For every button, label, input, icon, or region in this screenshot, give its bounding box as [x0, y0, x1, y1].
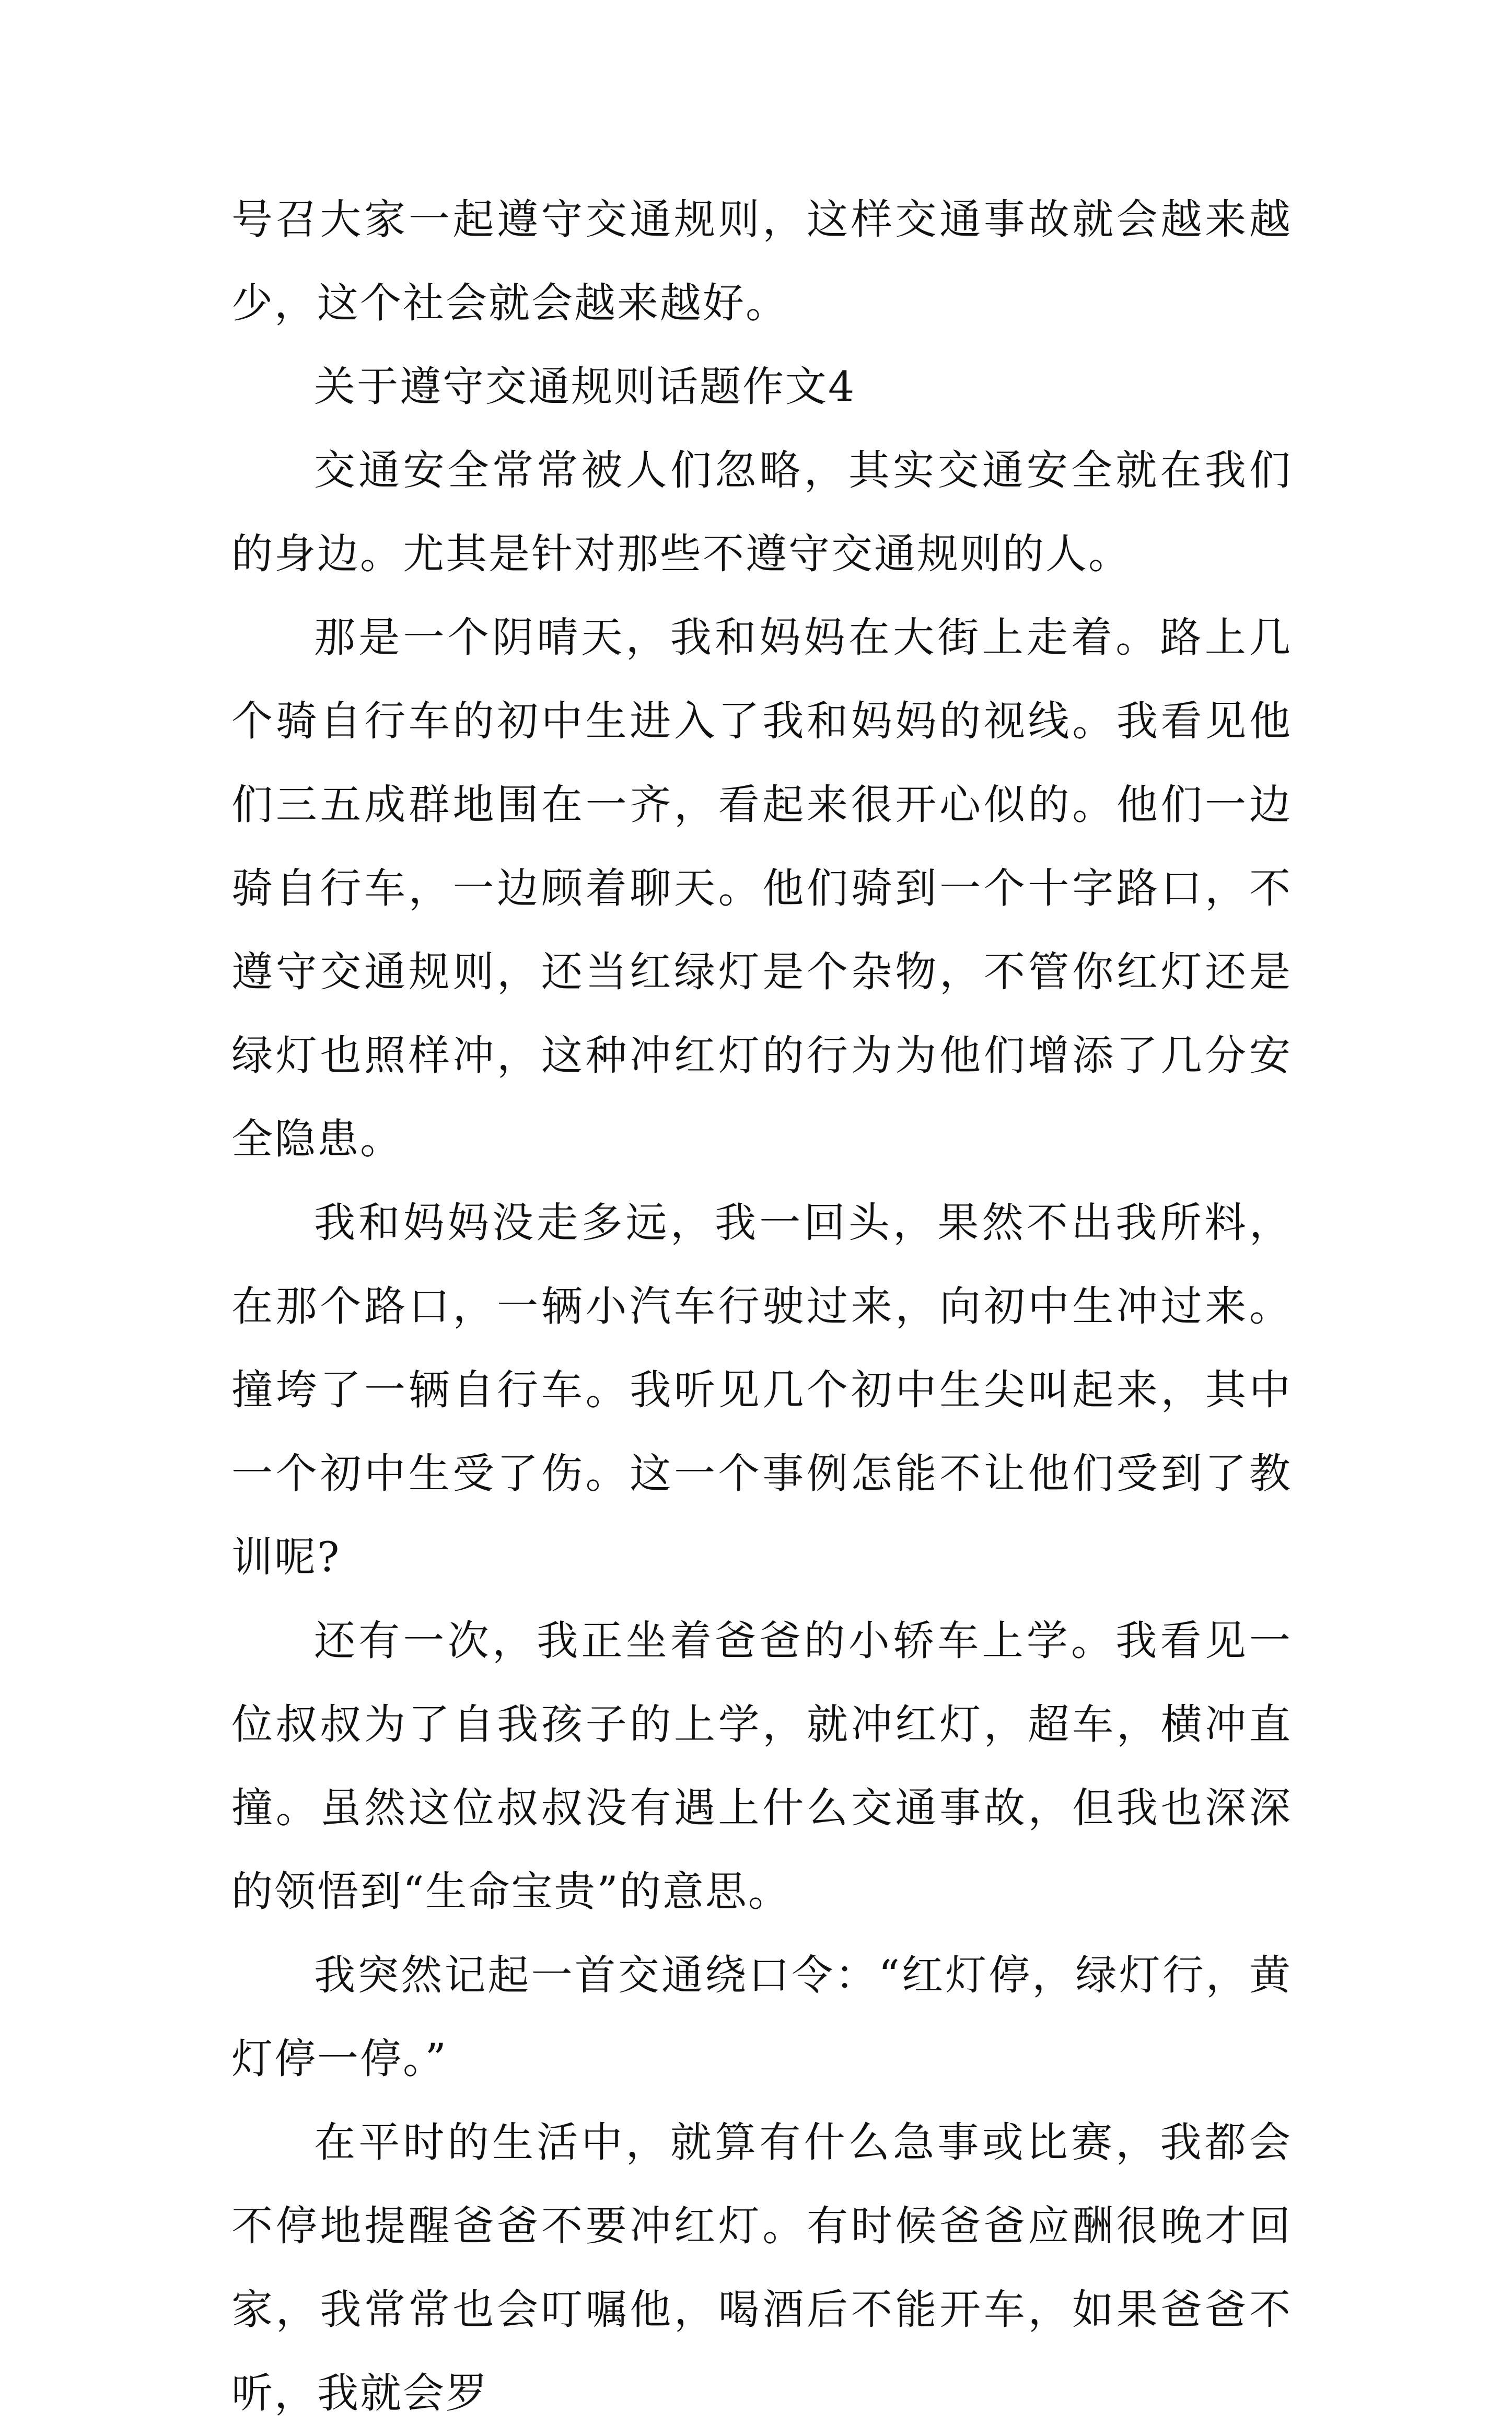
paragraph: 那是一个阴晴天，我和妈妈在大街上走着。路上几个骑自行车的初中生进入了我和妈妈的视线。我看见他们三五成群地围在一齐，看起来很开心似的。他们一边骑自行车，一边顾着聊天。他们骑到一个十字路口，不遵守交通规则，还当红绿灯是个杂物，不管你红灯还是绿灯也照样冲，这种冲红灯的行为为他们增添了几分安全隐患。 — [231, 613, 1292, 1163]
paragraph-continuation: 号召大家一起遵守交通规则，这样交通事故就会越来越少，这个社会就会越来越好。 — [231, 195, 1292, 327]
paragraph: 还有一次，我正坐着爸爸的小轿车上学。我看见一位叔叔为了自我孩子的上学，就冲红灯，超车，横冲直撞。虽然这位叔叔没有遇上什么交通事故，但我也深深的领悟到“生命宝贵”的意思。 — [231, 1617, 1292, 1916]
paragraph: 我和妈妈没走多远，我一回头，果然不出我所料，在那个路口，一辆小汽车行驶过来，向初中生冲过来。撞垮了一辆自行车。我听见几个初中生尖叫起来，其中一个初中生受了伤。这一个事例怎能不让他们受到了教训呢? — [231, 1199, 1292, 1581]
paragraph: 交通安全常常被人们忽略，其实交通安全就在我们的身边。尤其是针对那些不遵守交通规则的人。 — [231, 446, 1292, 578]
document-body — [231, 178, 1292, 2435]
paragraph: 我突然记起一首交通绕口令：“红灯停，绿灯行，黄灯停一停。” — [231, 1951, 1292, 2083]
essay-heading: 关于遵守交通规则话题作文4 — [314, 363, 856, 411]
paragraph: 在平时的生活中，就算有什么急事或比赛，我都会不停地提醒爸爸不要冲红灯。有时候爸爸应酬很晚才回家，我常常也会叮嘱他，喝酒后不能开车，如果爸爸不听，我就会罗 — [231, 2118, 1292, 2417]
